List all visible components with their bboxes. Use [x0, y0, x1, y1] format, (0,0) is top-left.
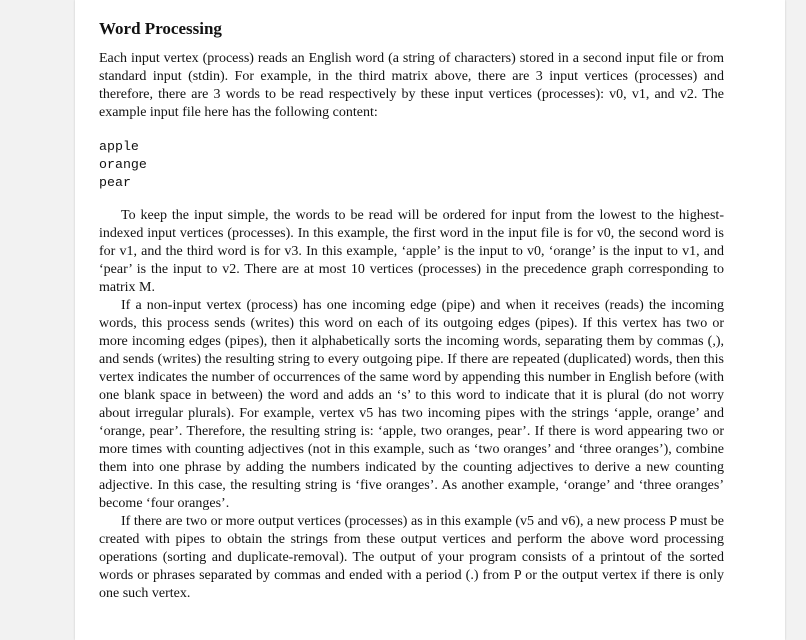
code-line: pear [99, 175, 131, 190]
paragraph-input-description: Each input vertex (process) reads an English word (a string of characters) stored in a second input file or from standard input (stdin). For example, in the third matrix above, there are 3 input vertices (processes) and therefore, there are 3 words to be read respectively by these input vertices (processes): v0, v1, and v2. The example input file here has the following content: [99, 51, 724, 120]
section-title: Word Processing [99, 19, 222, 38]
paragraph-output-vertices: If there are two or more output vertices (processes) as in this example (v5 and v6), a new process P must be created with pipes to obtain the strings from these output vertices and perform the above word processing operations (sorting and duplicate-removal). The output of your program consists of a printout of the sorted words or phrases separated by commas and ended with a period (.) from P or the output vertex if there is only one such vertex. [99, 514, 724, 601]
code-line: orange [99, 157, 147, 172]
document-content [99, 18, 724, 603]
code-line: apple [99, 139, 139, 154]
paragraph-input-order: To keep the input simple, the words to be read will be ordered for input from the lowest to the highest-indexed input vertices (processes). In this example, the first word in the input file is for v0, the second word is for v1, and the third word is for v3. In this example, ‘apple’ is the input to v0, ‘orange’ is the input to v1, and ‘pear’ is the input to v2. There are at most 10 vertices (processes) in the precedence graph corresponding to matrix M. [99, 208, 724, 295]
example-input-file [99, 138, 724, 192]
paragraph-non-input-vertex: If a non-input vertex (process) has one incoming edge (pipe) and when it receives (reads) the incoming words, this process sends (writes) this word on each of its outgoing edges (pipes). If this vertex has two or more incoming edges (pipes), then it alphabetically sorts the incoming words, separating them by commas (,), and sends (writes) the resulting string to every outgoing pipe. If there are repeated (duplicated) words, then this vertex indicates the number of occurrences of the same word by appending this number in English before (with one blank space in between) the word and adds an ‘s’ to this word to indicate that it is plural (do not worry about irregular plurals). For example, vertex v5 has two incoming pipes with the strings ‘apple, orange’ and ‘orange, pear’. Therefore, the resulting string is: ‘apple, two oranges, pear’. If there is word appearing two or more times with counting adjectives (not in this example, such as ‘two oranges’ and ‘three oranges’), combine them into one phrase by adding the numbers indicated by the counting adjectives to derive a new counting adjective. In this case, the resulting string is ‘five oranges’. As another example, ‘orange’ and ‘three oranges’ become ‘four oranges’. [99, 298, 724, 511]
document-page [75, 0, 785, 640]
